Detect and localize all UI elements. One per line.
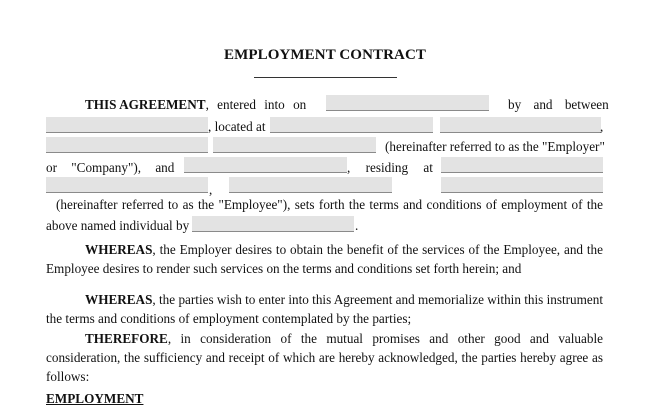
whereas-paragraph-1 (46, 240, 603, 278)
employee-address-2-field[interactable] (46, 177, 208, 193)
whereas-paragraph-2 (46, 290, 603, 328)
intro-line1-lead (85, 97, 306, 113)
document-title: EMPLOYMENT CONTRACT (223, 47, 427, 63)
employee-address-4-field[interactable] (441, 177, 603, 193)
period-text: . (355, 218, 359, 233)
employer-address-4-field[interactable] (213, 137, 376, 153)
whereas-bold-2: WHEREAS (85, 292, 153, 307)
by-and-between-label: by and between (508, 97, 609, 112)
employee-name-field[interactable] (184, 157, 347, 173)
title-underline (254, 77, 397, 78)
comma-text: , (600, 119, 604, 134)
employer-address-2-field[interactable] (440, 117, 604, 134)
employer-address-3-field[interactable] (46, 137, 208, 153)
employee-address-3-field[interactable] (229, 177, 392, 193)
employed-by-field[interactable] (192, 216, 354, 232)
residing-at-text: , residing at (347, 160, 433, 175)
employee-reference-text: (hereinafter referred to as the "Employee"), sets forth the terms and conditions of employment of the (56, 197, 603, 212)
agreement-date-field[interactable] (326, 95, 489, 111)
employer-address-1-field[interactable] (270, 117, 433, 133)
employer-name-field[interactable] (46, 117, 208, 133)
employer-reference-text: (hereinafter referred to as the "Employer" (385, 139, 605, 154)
therefore-bold: THEREFORE (85, 331, 168, 346)
whereas-bold-1: WHEREAS (85, 242, 153, 257)
above-named-text: above named individual by (46, 218, 190, 233)
therefore-paragraph (46, 329, 603, 386)
whereas-text-2: , the parties wish to enter into this Agreement and memorialize within this instrument the terms and conditions of employment contemplated by the parties; (46, 292, 603, 326)
entered-into-text: , entered into on (205, 97, 307, 112)
whereas-text-1: , the Employer desires to obtain the benefit of the services of the Employee, and the Employee desires to render such services on the terms and conditions set forth herein; and (46, 242, 603, 276)
section-heading-employment: EMPLOYMENT (46, 391, 144, 406)
company-and-text: or "Company"), and (46, 160, 175, 175)
comma-text-2: , (209, 182, 213, 197)
employee-address-1-field[interactable] (441, 157, 603, 173)
by-and-between-text (508, 97, 609, 113)
located-at-text: , located at (208, 119, 266, 134)
agreement-lead-bold: THIS AGREEMENT (85, 97, 206, 112)
therefore-text: , in consideration of the mutual promises and other good and valuable consideration, the sufficiency and receipt of which are hereby acknowledged, the parties hereby agree as follows: (46, 331, 603, 384)
